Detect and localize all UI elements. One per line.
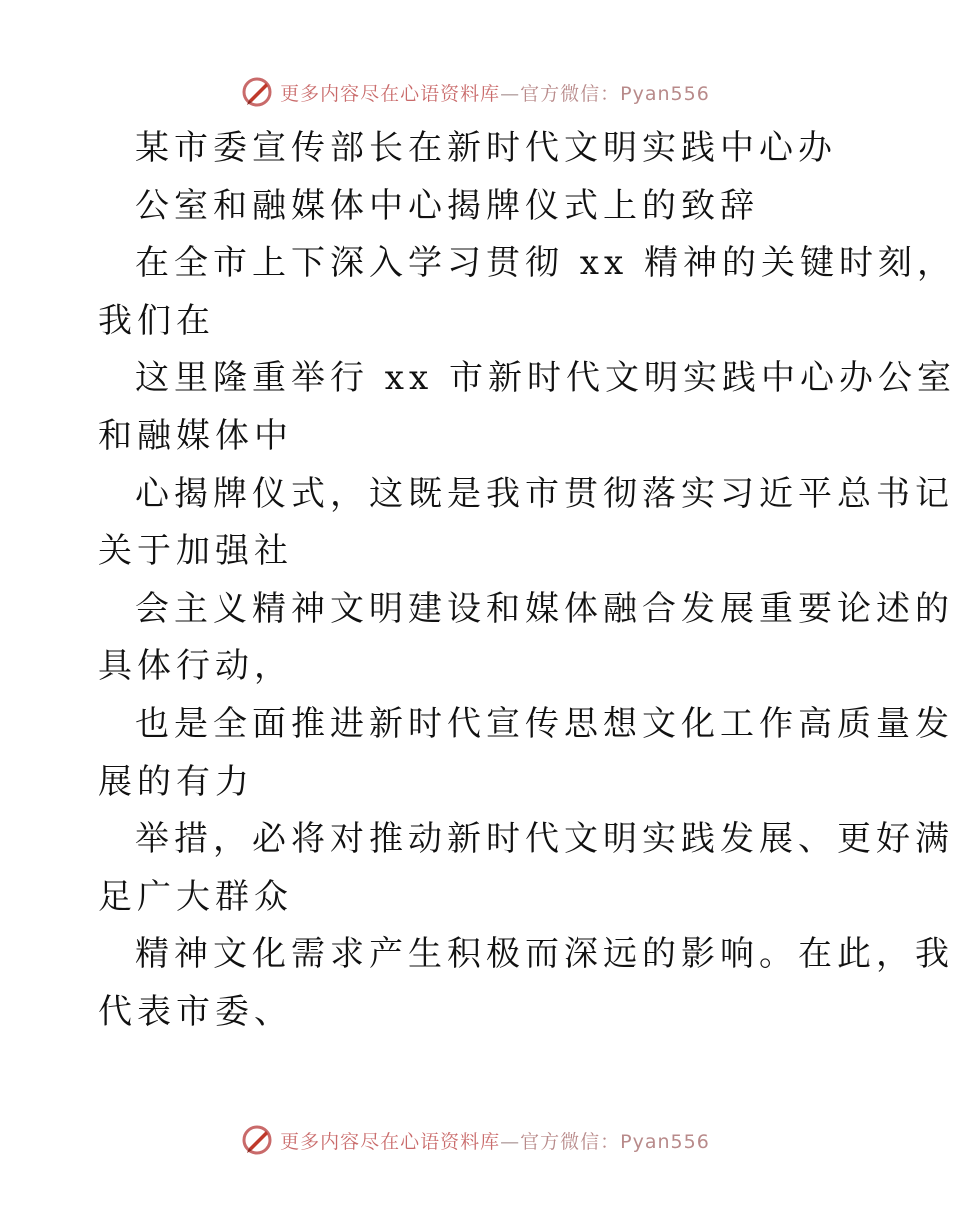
header-banner <box>0 72 950 112</box>
body-line: 关于加强社 <box>98 531 293 572</box>
title-line-2: 公室和融媒体中心揭牌仪式上的致辞 <box>135 185 759 226</box>
body-line: 举措，必将对推动新时代文明实践发展、更好满 <box>135 819 954 860</box>
footer-library-text: 更多内容尽在心语资料库 <box>280 1130 501 1153</box>
body-line: 我们在 <box>98 300 215 341</box>
body-line: 这里隆重举行 xx 市新时代文明实践中心办公室 <box>135 358 956 399</box>
body-line: 代表市委、 <box>98 991 293 1032</box>
footer-contact-text: 官方微信：Pyan556 <box>520 1130 710 1153</box>
header-dash: — <box>500 82 521 105</box>
footer-banner <box>0 1120 950 1160</box>
title-line-1: 某市委宣传部长在新时代文明实践中心办 <box>135 128 837 168</box>
body-line: 在全市上下深入学习贯彻 xx 精神的关键时刻， <box>135 243 956 284</box>
body-line: 精神文化需求产生积极而深远的影响。在此，我 <box>135 934 954 975</box>
quill-pen-circle-icon <box>240 75 274 109</box>
header-contact-text: 官方微信：Pyan556 <box>520 82 710 105</box>
body-line: 心揭牌仪式，这既是我市贯彻落实习近平总书记 <box>135 473 954 514</box>
body-line: 也是全面推进新时代宣传思想文化工作高质量发 <box>135 703 954 744</box>
body-line: 会主义精神文明建设和媒体融合发展重要论述的 <box>135 588 954 629</box>
document-body <box>98 120 956 1042</box>
header-banner-text <box>280 79 710 106</box>
body-line: 足广大群众 <box>98 876 293 917</box>
body-line: 具体行动， <box>98 646 293 687</box>
footer-banner-text <box>280 1127 710 1154</box>
footer-dash: — <box>500 1130 521 1153</box>
body-line: 展的有力 <box>98 761 254 802</box>
body-line: 和融媒体中 <box>98 415 293 456</box>
header-library-text: 更多内容尽在心语资料库 <box>280 82 501 105</box>
quill-pen-circle-icon <box>240 1123 274 1157</box>
